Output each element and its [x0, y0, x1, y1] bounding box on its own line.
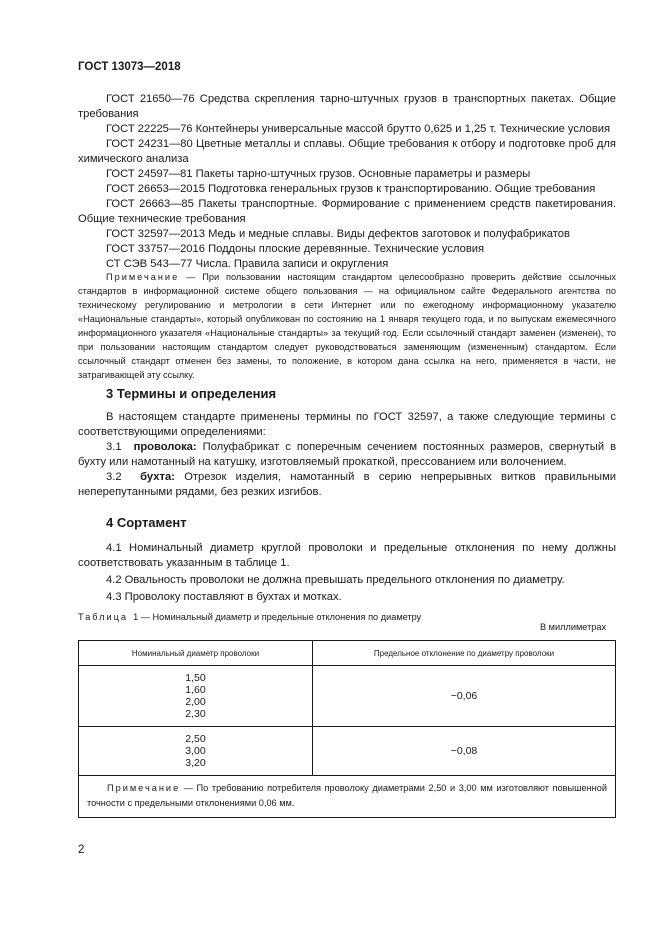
section-4-body	[78, 541, 616, 605]
clause-4-3: 4.3 Проволоку поставляют в бухтах и мотках.	[106, 591, 342, 603]
table-caption: Таблица 1 — Номинальный диаметр и предельные отклонения по диаметру	[78, 612, 422, 622]
section-3-intro: В настоящем стандарте применены термины по ГОСТ 32597, а также следующие термины с соответствующими определениями:	[78, 411, 616, 438]
document-code-header: ГОСТ 13073—2018	[78, 61, 181, 73]
reference-item: ГОСТ 32597—2013 Медь и медные сплавы. Виды дефектов заготовок и полуфабрикатов	[106, 228, 570, 240]
reference-item: ГОСТ 33757—2016 Поддоны плоские деревянные. Технические условия	[106, 243, 485, 255]
deviation-cell: −0,08	[313, 727, 616, 776]
reference-item: ГОСТ 21650—76 Средства скрепления тарно-штучных грузов в транспортных пакетах. Общие требования	[78, 93, 616, 120]
note-label: Примечание	[106, 272, 180, 282]
section-3-body	[78, 410, 616, 500]
term-definition: 3.1 проволока: Полуфабрикат с поперечным сечением постоянных размеров, свернутый в бухту или намотанный на катушку, изготовляемый прокаткой, прессованием или волочением.	[78, 441, 617, 468]
table-note: Примечание — По требованию потребителя проволоку диаметрами 2,50 и 3,00 мм изготовляют повышенной точности с предельными отклонениями 0,06 мм.	[79, 776, 616, 818]
reference-item: ГОСТ 26663—85 Пакеты транспортные. Формирование с применением средств пакетирования. Общие технические требования	[78, 198, 616, 225]
term-definition: 3.2 бухта: Отрезок изделия, намотанный в серию непрерывных витков правильными неперепутанными рядами, без резких изгибов.	[78, 471, 617, 498]
table-note-row	[79, 776, 616, 818]
normative-references-list	[78, 92, 616, 272]
reference-item: ГОСТ 24597—81 Пакеты тарно-штучных грузов. Основные параметры и размеры	[106, 168, 531, 180]
page-number: 2	[78, 844, 85, 856]
section-3-heading: 3 Термины и определения	[106, 386, 277, 401]
column-header: Предельное отклонение по диаметру проволоки	[313, 641, 616, 666]
section-4-heading: 4 Сортамент	[106, 515, 187, 530]
deviation-cell: −0,06	[313, 666, 616, 727]
table-units: В миллиметрах	[540, 622, 607, 632]
column-header: Номинальный диаметр проволоки	[79, 641, 313, 666]
reference-item: ГОСТ 24231—80 Цветные металлы и сплавы. Общие требования к отбору и подготовке проб для химического анализа	[78, 138, 616, 165]
diameter-cell: 1,50 1,60 2,00 2,30	[79, 666, 313, 727]
diameter-cell: 2,50 3,00 3,20	[79, 727, 313, 776]
table-row	[79, 666, 616, 727]
references-note	[78, 270, 616, 382]
clause-4-1: 4.1 Номинальный диаметр круглой проволоки и предельные отклонения по нему должны соответствовать указанным в таблице 1.	[78, 542, 616, 569]
diameter-tolerance-table	[78, 640, 616, 818]
note-text: — При пользовании настоящим стандартом целесообразно проверить действие ссылочных стандартов в информационной системе общего пользования — на официальном сайте Федерального агентства по техническому регулированию и метрологии в сети Интернет или по ежегодному информационному указателю «Национальные стандарты», который опубликован по состоянию на 1 января текущего года, и по выпускам ежемесячного информационного указателя «Национальные стандарты» за текущий год. Если ссылочный стандарт заменен (изменен), то при пользовании настоящим стандартом следует руководствоваться заменяющим (измененным) стандартом. Если ссылочный стандарт отменен без замены, то положение, в котором дана ссылка на него, применяется в части, не затрагивающей эту ссылку.	[78, 272, 616, 380]
reference-item: ГОСТ 26653—2015 Подготовка генеральных грузов к транспортированию. Общие требования	[106, 183, 596, 195]
reference-item: СТ СЭВ 543—77 Числа. Правила записи и округления	[106, 258, 389, 270]
reference-item: ГОСТ 22225—76 Контейнеры универсальные массой брутто 0,625 и 1,25 т. Технические условия	[106, 123, 611, 135]
clause-4-2: 4.2 Овальность проволоки не должна превышать предельного отклонения по диаметру.	[106, 574, 565, 586]
table-row	[79, 727, 616, 776]
table-header-row	[79, 641, 616, 666]
